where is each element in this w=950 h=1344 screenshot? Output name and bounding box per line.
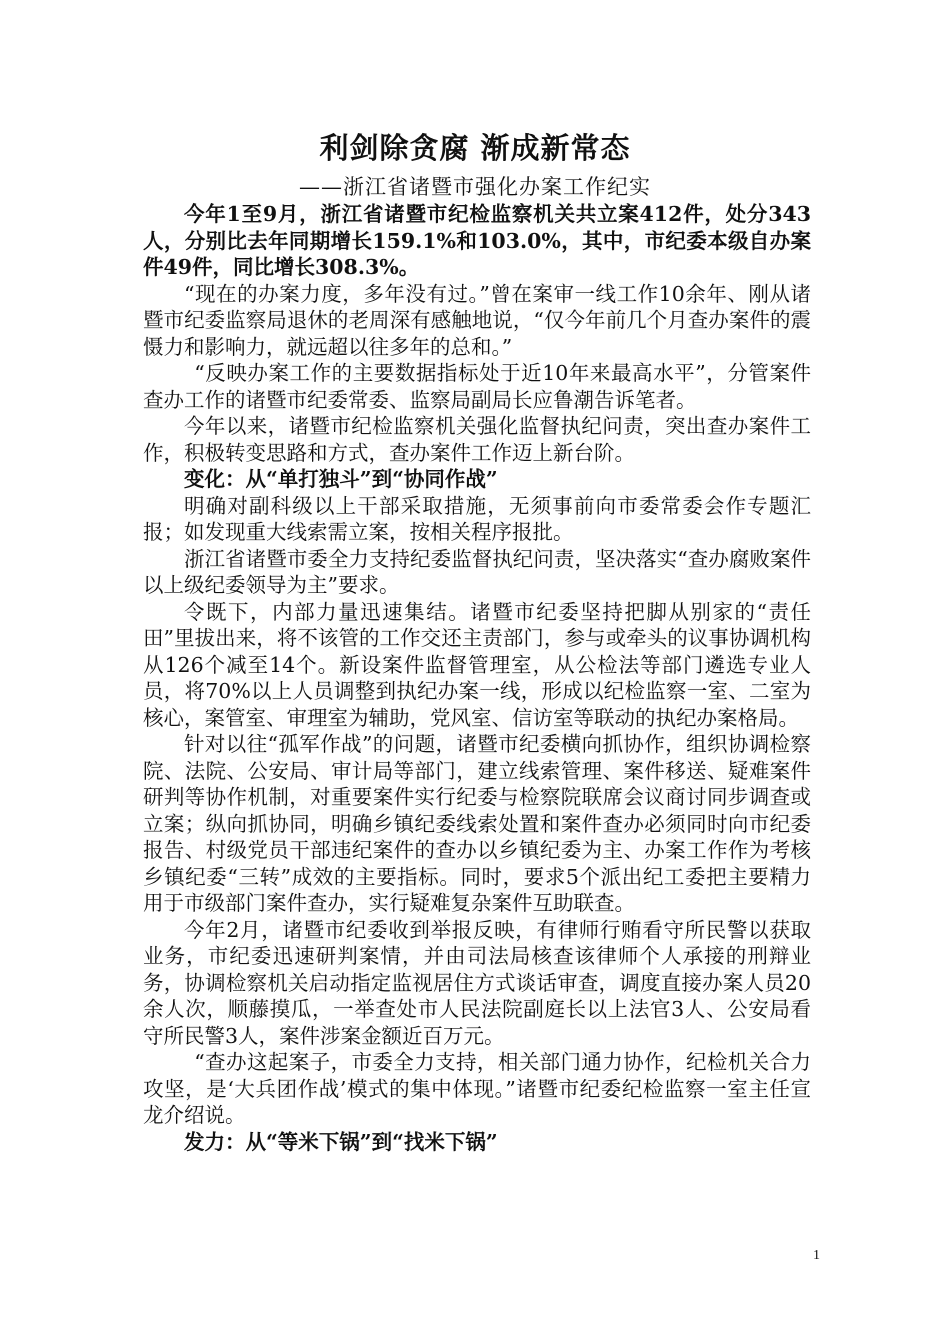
body-paragraph: 今年2月，诸暨市纪委收到举报反映，有律师行贿看守所民警以获取业务，市纪委迅速研判案情，并由司法局核查该律师个人承接的刑辩业务，协调检察机关启动指定监视居住方式谈话审查，调度直接办案人员20余人次，顺藤摸瓜，一举查处市人民法院副庭长以上法官3人、公安局看守所民警3人，案件涉案金额近百万元。	[143, 917, 811, 1048]
lead-paragraph: 今年1至9月，浙江省诸暨市纪检监察机关共立案412件，处分343人，分别比去年同期增长159.1%和103.0%，其中，市纪委本级自办案件49件，同比增长308.3%。	[143, 202, 811, 279]
section-heading: 变化：从“单打独斗”到“协同作战”	[184, 467, 498, 491]
document-body	[143, 201, 811, 1155]
body-paragraph: “查办这起案子，市委全力支持，相关部门通力协作，纪检机关合力攻坚，是‘大兵团作战’模式的集中体现。”诸暨市纪委纪检监察一室主任宣龙介绍说。	[143, 1050, 811, 1127]
body-paragraph: “反映办案工作的主要数据指标处于近10年来最高水平”，分管案件查办工作的诸暨市纪委常委、监察局副局长应鲁潮告诉笔者。	[143, 361, 811, 412]
page-number: 1	[813, 1248, 820, 1263]
body-paragraph: 针对以往“孤军作战”的问题，诸暨市纪委横向抓协作，组织协调检察院、法院、公安局、审计局等部门，建立线索管理、案件移送、疑难案件研判等协作机制，对重要案件实行纪委与检察院联席会议商讨同步调查或立案；纵向抓协同，明确乡镇纪委线索处置和案件查办必须同时向市纪委报告、村级党员干部违纪案件的查办以乡镇纪委为主、办案工作作为考核乡镇纪委“三转”成效的主要指标。同时，要求5个派出纪工委把主要精力用于市级部门案件查办，实行疑难复杂案件互助联查。	[143, 732, 811, 915]
section-heading: 发力：从“等米下锅”到“找米下锅”	[184, 1129, 498, 1154]
body-paragraph: 浙江省诸暨市委全力支持纪委监督执纪问责，坚决落实“查办腐败案件以上级纪委领导为主”要求。	[143, 546, 811, 597]
body-paragraph: 令既下，内部力量迅速集结。诸暨市纪委坚持把脚从别家的“责任田”里拔出来，将不该管的工作交还主责部门，参与或牵头的议事协调机构从126个减至14个。新设案件监督管理室，从公检法等部门遴选专业人员，将70%以上人员调整到执纪办案一线，形成以纪检监察一室、二室为核心，案管室、审理室为辅助，党风室、信访室等联动的执纪办案格局。	[143, 599, 811, 730]
document-subtitle: ——浙江省诸暨市强化办案工作纪实	[299, 175, 651, 199]
body-paragraph: “现在的办案力度，多年没有过。”曾在案审一线工作10余年、刚从诸暨市纪委监察局退休的老周深有感触地说，“仅今年前几个月查办案件的震慑力和影响力，就远超以往多年的总和。”	[143, 281, 811, 359]
body-paragraph: 明确对副科级以上干部采取措施，无须事前向市委常委会作专题汇报；如发现重大线索需立案，按相关程序报批。	[143, 493, 811, 544]
body-paragraph: 今年以来，诸暨市纪检监察机关强化监督执纪问责，突出查办案件工作，积极转变思路和方式，查办案件工作迈上新台阶。	[143, 414, 811, 465]
document-title: 利剑除贪腐 渐成新常态	[319, 131, 631, 165]
